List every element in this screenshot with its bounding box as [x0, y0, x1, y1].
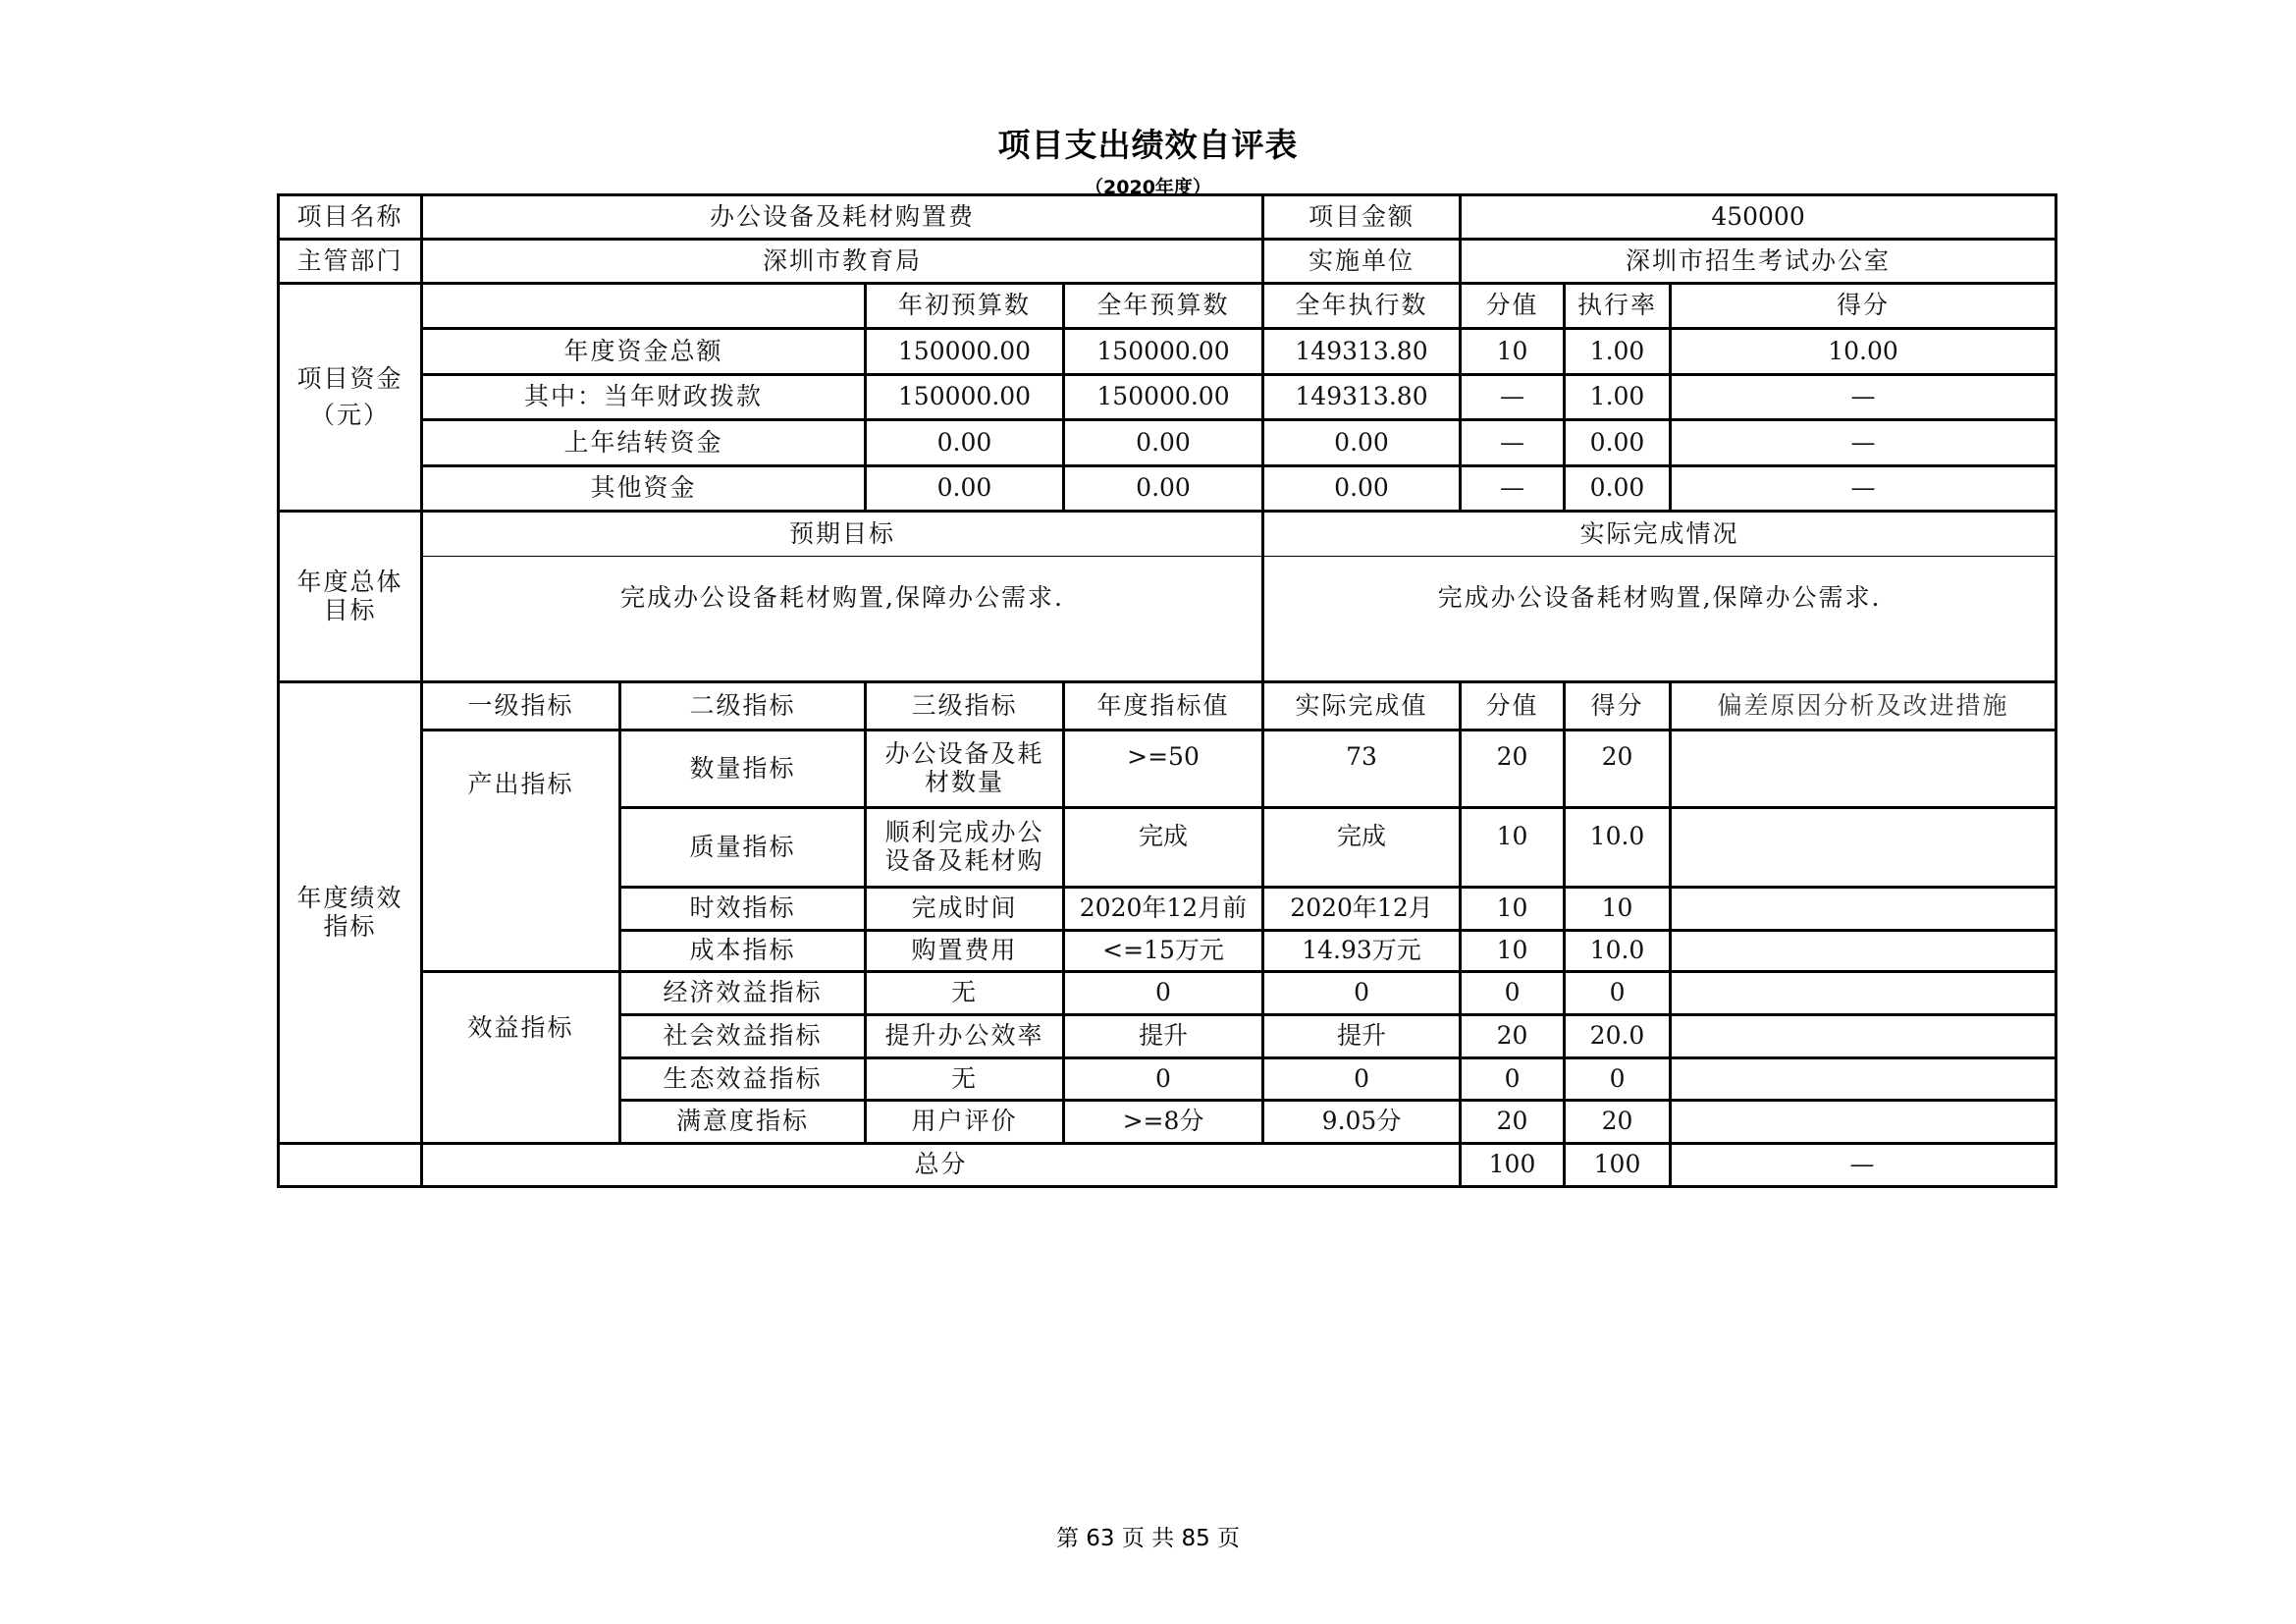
ind-col-deviation: 偏差原因分析及改进措施	[1671, 682, 2056, 731]
ind-score-value: 20	[1461, 1101, 1565, 1144]
ind-score-value: 10	[1461, 931, 1565, 972]
ind-score-value: 10	[1461, 808, 1565, 888]
indicator-row	[279, 972, 2056, 1015]
indicators-label-line2: 指标	[323, 911, 377, 941]
ind-actual: 完成	[1263, 808, 1461, 888]
total-score-value: 100	[1461, 1144, 1565, 1187]
goals-actual-label: 实际完成情况	[1263, 512, 2056, 557]
ind-score: 0	[1565, 972, 1671, 1015]
ind-target: 0	[1064, 972, 1263, 1015]
funds-col-executed: 全年执行数	[1263, 284, 1461, 329]
funds-col-exec-rate: 执行率	[1565, 284, 1671, 329]
funds-initial-budget: 150000.00	[866, 329, 1064, 375]
total-deviation: —	[1671, 1144, 2056, 1187]
project-amount-value: 450000	[1461, 195, 2056, 240]
ind-level3: 提升办公效率	[866, 1015, 1064, 1058]
document-title: 项目支出绩效自评表	[997, 126, 1299, 164]
funds-exec-rate: 1.00	[1565, 375, 1671, 420]
ind-level3-line1: 顺利完成办公	[884, 818, 1044, 847]
row-department	[279, 240, 2056, 284]
ind-actual: 0	[1263, 1058, 1461, 1101]
ind-score: 10.0	[1565, 931, 1671, 972]
funds-exec-rate: 1.00	[1565, 329, 1671, 375]
funds-header-row	[279, 284, 2056, 329]
ind-score: 20.0	[1565, 1015, 1671, 1058]
ind-deviation	[1671, 1015, 2056, 1058]
ind-deviation	[1671, 808, 2056, 888]
ind-level3: 购置费用	[866, 931, 1064, 972]
ind-level3: 无	[866, 972, 1064, 1015]
ind-target: 0	[1064, 1058, 1263, 1101]
funds-annual-budget: 0.00	[1064, 466, 1263, 512]
funds-col-score-value: 分值	[1461, 284, 1565, 329]
indicators-section-label	[279, 682, 422, 1144]
funds-score: —	[1671, 420, 2056, 466]
ind-level2: 经济效益指标	[620, 972, 866, 1015]
ind-target: 提升	[1064, 1015, 1263, 1058]
total-label: 总分	[422, 1144, 1461, 1187]
ind-col-level2: 二级指标	[620, 682, 866, 731]
indicators-label-line1: 年度绩效	[296, 883, 403, 912]
funds-exec-rate: 0.00	[1565, 466, 1671, 512]
funds-initial-budget: 0.00	[866, 466, 1064, 512]
ind-actual: 73	[1263, 731, 1461, 808]
funds-section-label	[279, 284, 422, 512]
goals-expected-label: 预期目标	[422, 512, 1263, 557]
ind-target: <=15万元	[1064, 931, 1263, 972]
funds-annual-budget: 150000.00	[1064, 329, 1263, 375]
ind-col-score: 得分	[1565, 682, 1671, 731]
funds-label-line2: （元）	[309, 400, 390, 429]
funds-executed: 149313.80	[1263, 329, 1461, 375]
ind-level2: 成本指标	[620, 931, 866, 972]
funds-label-line1: 项目资金	[296, 363, 403, 393]
ind-level3: 无	[866, 1058, 1064, 1101]
ind-score-value: 0	[1461, 972, 1565, 1015]
funds-score: 10.00	[1671, 329, 2056, 375]
ind-actual: 0	[1263, 972, 1461, 1015]
funds-score-value: —	[1461, 375, 1565, 420]
ind-deviation	[1671, 731, 2056, 808]
impl-unit-label: 实施单位	[1263, 240, 1461, 284]
funds-initial-budget: 150000.00	[866, 375, 1064, 420]
ind-target: 完成	[1064, 808, 1263, 888]
ind-actual: 2020年12月	[1263, 888, 1461, 931]
ind-level2: 社会效益指标	[620, 1015, 866, 1058]
ind-target: 2020年12月前	[1064, 888, 1263, 931]
total-row	[279, 1144, 2056, 1187]
indicators-header-row	[279, 682, 2056, 731]
ind-level3-line2: 材数量	[924, 768, 1004, 796]
ind-score: 20	[1565, 1101, 1671, 1144]
row-project-name	[279, 195, 2056, 240]
ind-level3-line1: 办公设备及耗	[884, 739, 1044, 769]
ind-deviation	[1671, 1101, 2056, 1144]
ind-score: 10	[1565, 888, 1671, 931]
goals-label-line2: 目标	[323, 595, 377, 624]
ind-score: 0	[1565, 1058, 1671, 1101]
ind-score: 20	[1565, 731, 1671, 808]
ind-level3-line2: 设备及耗材购	[884, 846, 1044, 875]
page-footer: 第 63 页 共 85 页	[1055, 1526, 1241, 1551]
funds-initial-budget: 0.00	[866, 420, 1064, 466]
goals-header-row	[279, 512, 2056, 557]
ind-level2: 生态效益指标	[620, 1058, 866, 1101]
goals-content-row	[279, 557, 2056, 682]
goals-expected-text: 完成办公设备耗材购置,保障办公需求.	[422, 557, 1263, 682]
funds-executed: 0.00	[1263, 420, 1461, 466]
funds-exec-rate: 0.00	[1565, 420, 1671, 466]
funds-annual-budget: 150000.00	[1064, 375, 1263, 420]
funds-row-name: 其中：当年财政拨款	[422, 375, 866, 420]
ind-deviation	[1671, 888, 2056, 931]
funds-row	[279, 375, 2056, 420]
ind-score-value: 20	[1461, 1015, 1565, 1058]
ind-level3: 用户评价	[866, 1101, 1064, 1144]
funds-col-annual-budget: 全年预算数	[1064, 284, 1263, 329]
ind-col-target: 年度指标值	[1064, 682, 1263, 731]
impl-unit-value: 深圳市招生考试办公室	[1461, 240, 2056, 284]
funds-row	[279, 329, 2056, 375]
dept-label: 主管部门	[279, 240, 422, 284]
goals-label-line1: 年度总体	[296, 567, 403, 596]
funds-score: —	[1671, 375, 2056, 420]
ind-level3	[866, 808, 1064, 888]
ind-col-score-value: 分值	[1461, 682, 1565, 731]
project-name-value: 办公设备及耗材购置费	[422, 195, 1263, 240]
ind-level2: 质量指标	[620, 808, 866, 888]
ind-target: >=50	[1064, 731, 1263, 808]
ind-level3	[866, 731, 1064, 808]
funds-annual-budget: 0.00	[1064, 420, 1263, 466]
project-amount-label: 项目金额	[1263, 195, 1461, 240]
total-score: 100	[1565, 1144, 1671, 1187]
ind-level2: 时效指标	[620, 888, 866, 931]
goals-actual-text: 完成办公设备耗材购置,保障办公需求.	[1263, 557, 2056, 682]
funds-row	[279, 420, 2056, 466]
ind-level3: 完成时间	[866, 888, 1064, 931]
ind-level1-benefit: 效益指标	[422, 972, 620, 1144]
ind-level2: 满意度指标	[620, 1101, 866, 1144]
ind-level1-output: 产出指标	[422, 731, 620, 972]
dept-value: 深圳市教育局	[422, 240, 1263, 284]
ind-level2: 数量指标	[620, 731, 866, 808]
ind-score-value: 10	[1461, 888, 1565, 931]
goals-section-label	[279, 512, 422, 682]
funds-col-name	[422, 284, 866, 329]
ind-deviation	[1671, 1058, 2056, 1101]
ind-deviation	[1671, 972, 2056, 1015]
funds-col-score: 得分	[1671, 284, 2056, 329]
funds-score-value: —	[1461, 466, 1565, 512]
funds-row-name: 其他资金	[422, 466, 866, 512]
ind-actual: 提升	[1263, 1015, 1461, 1058]
funds-row-name: 上年结转资金	[422, 420, 866, 466]
ind-score-value: 0	[1461, 1058, 1565, 1101]
indicator-row	[279, 731, 2056, 808]
ind-target: >=8分	[1064, 1101, 1263, 1144]
funds-row	[279, 466, 2056, 512]
funds-row-name: 年度资金总额	[422, 329, 866, 375]
document-subtitle: （2020年度）	[1085, 177, 1211, 198]
funds-score-value: —	[1461, 420, 1565, 466]
ind-col-level3: 三级指标	[866, 682, 1064, 731]
ind-col-level1: 一级指标	[422, 682, 620, 731]
ind-deviation	[1671, 931, 2056, 972]
ind-actual: 14.93万元	[1263, 931, 1461, 972]
self-evaluation-table	[277, 193, 2057, 1188]
ind-col-actual: 实际完成值	[1263, 682, 1461, 731]
total-empty-cell	[279, 1144, 422, 1187]
ind-actual: 9.05分	[1263, 1101, 1461, 1144]
funds-executed: 149313.80	[1263, 375, 1461, 420]
funds-col-initial-budget: 年初预算数	[866, 284, 1064, 329]
project-name-label: 项目名称	[279, 195, 422, 240]
funds-score-value: 10	[1461, 329, 1565, 375]
funds-executed: 0.00	[1263, 466, 1461, 512]
funds-score: —	[1671, 466, 2056, 512]
ind-score: 10.0	[1565, 808, 1671, 888]
ind-score-value: 20	[1461, 731, 1565, 808]
